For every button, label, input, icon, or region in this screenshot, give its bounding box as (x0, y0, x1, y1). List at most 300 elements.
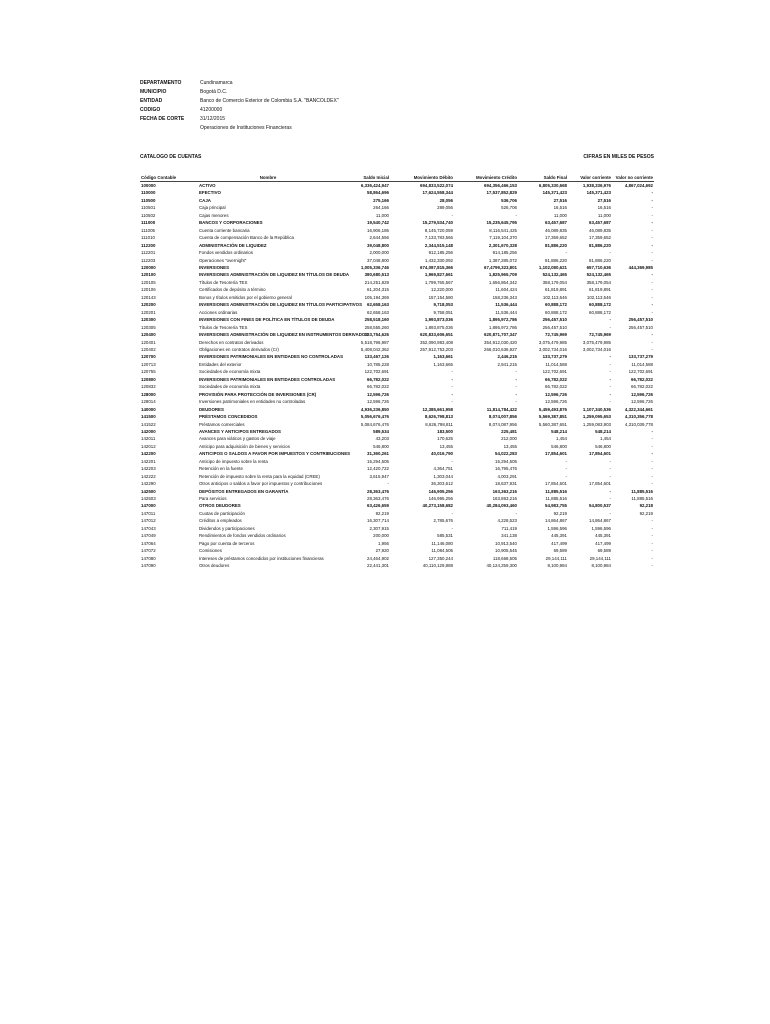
header-value: 31/12/2015 (200, 116, 226, 122)
account-name-cell: Cajas menores (199, 212, 229, 218)
table-row (140, 488, 654, 495)
current-value-cell: 61,819,891 (589, 287, 611, 293)
table-row (140, 562, 654, 569)
account-code-cell: 147049 (141, 533, 156, 539)
table-row (140, 368, 654, 375)
current-value-cell: 358,179,054 (586, 279, 611, 285)
header-label: DEPARTAMENTO (140, 80, 182, 86)
opening-balance-cell: 16,906,186 (367, 227, 389, 233)
header-value: Cundinamarca (200, 80, 233, 86)
header-value: Banco de Comercio Exterior de Colombia S.A. "BANCOLDEX" (200, 98, 339, 104)
closing-balance-cell: 256,457,510 (542, 324, 567, 330)
noncurrent-value-cell: - (651, 250, 653, 256)
current-value-cell: - (609, 361, 611, 367)
credit-movement-cell: 13,455 (503, 443, 517, 449)
closing-balance-cell: 546,800 (551, 443, 567, 449)
noncurrent-value-cell: 11,014,588 (631, 361, 653, 367)
header-label: FECHA DE CORTE (140, 116, 185, 122)
debit-movement-cell: 694,833,522,074 (420, 183, 453, 188)
opening-balance-cell: 28,363,476 (367, 488, 389, 494)
header-row (140, 124, 339, 133)
account-name-cell: Sociedades de economía mixta (199, 384, 261, 390)
account-name-cell: Bonos y títulos emitidos por el gobierno general (199, 294, 292, 300)
current-value-cell: - (609, 458, 611, 464)
closing-balance-cell: 12,596,726 (545, 399, 567, 405)
credit-movement-cell: 17,537,852,829 (486, 190, 517, 196)
debit-movement-cell: 257,912,753,203 (420, 346, 453, 352)
current-value-cell: 29,144,111 (589, 555, 611, 561)
opening-balance-cell: 258,555,260 (364, 324, 389, 330)
opening-balance-cell: 2,000,000 (369, 250, 389, 256)
noncurrent-value-cell: - (651, 451, 653, 457)
col-header-closing-balance: Saldo Final (518, 173, 568, 182)
account-name-cell: INVERSIONES (199, 264, 230, 270)
account-code-cell: 142201 (141, 458, 156, 464)
account-name-cell: Rendimientos de fondos vendidos ordinarios (199, 533, 286, 539)
current-value-cell: 1,596,596 (591, 525, 611, 531)
debit-movement-cell: 1,303,044 (433, 473, 453, 479)
current-value-cell: - (609, 376, 611, 382)
credit-movement-cell: 67,4799,323,801 (484, 264, 517, 270)
closing-balance-cell: 1,102,080,621 (538, 264, 567, 270)
table-header-row (140, 173, 654, 182)
opening-balance-cell: 6,336,424,947 (360, 183, 389, 188)
opening-balance-cell: 10,785,228 (367, 361, 389, 367)
credit-movement-cell: 711,419 (501, 525, 517, 531)
current-value-cell: - (609, 317, 611, 323)
noncurrent-value-cell: 122,702,691 (628, 369, 653, 375)
current-value-cell: 102,113,546 (586, 294, 611, 300)
account-code-cell: 142011 (141, 436, 156, 442)
closing-balance-cell: 17,854,601 (545, 451, 567, 457)
col-header-debit: Movimiento Débito (390, 173, 454, 182)
account-code-cell: 112203 (141, 257, 156, 263)
debit-movement-cell: 2,785,676 (433, 518, 453, 524)
opening-balance-cell: 19,540,742 (367, 220, 389, 226)
noncurrent-value-cell: 4,867,024,692 (624, 183, 653, 188)
account-name-cell: ACTIVO (199, 183, 216, 188)
debit-movement-cell: 11,146,080 (431, 540, 453, 546)
credit-movement-cell: 15,235,645,795 (486, 220, 517, 226)
debit-movement-cell: 183,500 (437, 428, 453, 434)
table-row (140, 495, 654, 502)
debit-movement-cell: 912,185,256 (428, 250, 453, 256)
current-value-cell: 546,800 (595, 443, 611, 449)
noncurrent-value-cell: - (651, 518, 653, 524)
debit-movement-cell: 1,432,330,092 (424, 257, 453, 263)
opening-balance-cell: 133,754,626 (364, 332, 389, 338)
account-name-cell: Acciones ordinarias (199, 309, 238, 315)
closing-balance-cell: 524,132,465 (542, 272, 567, 278)
noncurrent-value-cell: 11,885,516 (631, 488, 653, 494)
noncurrent-value-cell: 256,457,510 (628, 317, 653, 323)
account-name-cell: INVERSIONES PATRIMONIALES EN ENTIDADES NO CONTROLADAS (199, 354, 344, 360)
account-name-cell: INVERSIONES CON FINES DE POLÍTICA EN TÍTULOS DE DEUDA (199, 317, 335, 323)
account-code-cell: 111005 (141, 227, 155, 233)
closing-balance-cell: - (565, 250, 567, 256)
closing-balance-cell: 5,459,493,876 (538, 406, 567, 412)
noncurrent-value-cell: - (651, 205, 653, 211)
opening-balance-cell: 22,441,301 (367, 563, 389, 569)
credit-movement-cell: - (515, 384, 517, 390)
current-value-cell: 3,002,734,016 (582, 346, 611, 352)
opening-balance-cell: 24,464,902 (367, 555, 389, 561)
debit-movement-cell: - (451, 525, 453, 531)
noncurrent-value-cell: 4,310,039,778 (624, 421, 653, 427)
closing-balance-cell: 5,569,387,851 (538, 414, 567, 420)
opening-balance-cell: 12,596,726 (367, 399, 389, 405)
account-code-cell: 120401 (141, 339, 156, 345)
account-name-cell: ADMINISTRACIÓN DE LIQUIDEZ (199, 242, 267, 248)
current-value-cell: - (609, 473, 611, 479)
debit-movement-cell: 1,993,873,036 (424, 317, 453, 323)
noncurrent-value-cell: - (651, 540, 653, 546)
credit-movement-cell: 40,284,093,460 (486, 503, 517, 509)
debit-movement-cell: 674,087,815,366 (420, 264, 453, 270)
opening-balance-cell: 62,658,163 (367, 309, 389, 315)
current-value-cell: 16,516 (597, 205, 611, 211)
table-row (140, 309, 654, 316)
credit-movement-cell: 54,022,283 (495, 451, 517, 457)
credit-movement-cell: 2,446,215 (497, 354, 517, 360)
credit-movement-cell: 163,863,216 (492, 496, 517, 502)
col-header-current-value: Valor corriente (568, 173, 612, 182)
account-code-cell: 110501 (141, 205, 156, 211)
noncurrent-value-cell: - (651, 302, 653, 308)
current-value-cell: 657,710,636 (586, 264, 611, 270)
catalog-title: CATALOGO DE CUENTAS (140, 154, 202, 160)
debit-movement-cell: 1,163,665 (433, 361, 453, 367)
account-code-cell: 111010 (141, 235, 155, 241)
noncurrent-value-cell: - (651, 220, 653, 226)
debit-movement-cell: - (451, 510, 453, 516)
opening-balance-cell: 37,048,800 (367, 257, 389, 263)
account-name-cell: Cuenta de compensación Banco de la República (199, 235, 294, 241)
opening-balance-cell: 105,194,369 (364, 294, 389, 300)
closing-balance-cell: 122,702,691 (542, 369, 567, 375)
opening-balance-cell: - (387, 481, 389, 487)
opening-balance-cell: 11,000 (375, 212, 389, 218)
closing-balance-cell: 14,864,867 (545, 518, 567, 524)
debit-movement-cell: 9,758,051 (433, 309, 453, 315)
opening-balance-cell: 264,166 (373, 205, 389, 211)
account-name-cell: AVANCES Y ANTICIPOS ENTREGADOS (199, 428, 281, 434)
account-code-cell: 142290 (141, 481, 156, 487)
header-row (140, 79, 339, 88)
table-row (140, 525, 654, 532)
account-name-cell: Sociedades de economía mixta (199, 369, 261, 375)
account-code-cell: 120000 (141, 264, 156, 270)
account-code-cell: 147000 (141, 503, 156, 509)
debit-movement-cell: 7,133,783,566 (424, 235, 453, 241)
opening-balance-cell: 62,658,163 (367, 302, 389, 308)
credit-movement-cell: 11,604,424 (495, 287, 517, 293)
credit-movement-cell: 536,706 (501, 197, 517, 203)
debit-movement-cell: 28,056 (439, 197, 453, 203)
current-value-cell: 11,000 (597, 212, 611, 218)
current-value-cell: 1,259,083,903 (582, 421, 611, 427)
credit-movement-cell: 16,795,476 (495, 466, 517, 472)
noncurrent-value-cell: - (651, 533, 653, 539)
account-code-cell: 147090 (141, 563, 156, 569)
closing-balance-cell: 60,888,172 (545, 302, 567, 308)
account-name-cell: BANCOS Y CORPORACIONES (199, 220, 263, 226)
account-name-cell: Otros anticipos o saldos a favor por impuestos y contribuciones (199, 481, 323, 487)
table-row (140, 376, 654, 383)
debit-movement-cell: 15,279,534,740 (422, 220, 453, 226)
credit-movement-cell: - (515, 399, 517, 405)
noncurrent-value-cell: - (651, 481, 653, 487)
debit-movement-cell: 1,893,875,036 (424, 324, 453, 330)
closing-balance-cell: 256,457,510 (542, 317, 567, 323)
debit-movement-cell: - (451, 369, 453, 375)
closing-balance-cell: - (565, 458, 567, 464)
accounts-table (140, 173, 654, 570)
current-value-cell: 3,075,479,985 (582, 339, 611, 345)
account-code-cell: 147064 (141, 540, 156, 546)
noncurrent-value-cell: 256,457,510 (628, 324, 653, 330)
opening-balance-cell: 12,420,722 (367, 466, 389, 472)
account-code-cell: 120143 (141, 294, 156, 300)
closing-balance-cell: 17,854,601 (545, 481, 567, 487)
account-name-cell: Obligaciones en contratos derivados (Cr) (199, 346, 279, 352)
opening-balance-cell: 5,518,796,987 (360, 339, 389, 345)
account-code-cell: 120200 (141, 302, 156, 308)
current-value-cell: 69,589 (597, 548, 611, 554)
credit-movement-cell: 4,228,523 (497, 518, 517, 524)
table-row (140, 353, 654, 360)
table-row (140, 421, 654, 428)
table-row (140, 361, 654, 368)
table-row (140, 227, 654, 234)
account-code-cell: 147012 (141, 518, 156, 524)
opening-balance-cell: 589,534 (373, 428, 389, 434)
noncurrent-value-cell: 12,596,726 (631, 399, 653, 405)
credit-movement-cell: - (515, 391, 517, 397)
closing-balance-cell: 445,391 (551, 533, 567, 539)
header-row (140, 97, 339, 106)
table-row (140, 443, 654, 450)
col-header-code: Código Contable (140, 173, 198, 182)
account-name-cell: Caja principal (199, 205, 226, 211)
table-row (140, 339, 654, 346)
closing-balance-cell: 11,000 (553, 212, 567, 218)
closing-balance-cell: 54,983,755 (545, 503, 567, 509)
debit-movement-cell: 17,624,558,344 (422, 190, 453, 196)
closing-balance-cell: 69,589 (553, 548, 567, 554)
closing-balance-cell: 5,560,387,651 (538, 421, 567, 427)
opening-balance-cell: 16,307,714 (367, 518, 389, 524)
noncurrent-value-cell: - (651, 272, 653, 278)
credit-movement-cell: 2,301,670,328 (488, 242, 517, 248)
closing-balance-cell: 92,219 (553, 510, 567, 516)
account-code-cell: 147043 (141, 525, 156, 531)
debit-movement-cell: 8,626,798,811 (425, 421, 453, 427)
current-value-cell: 63,457,687 (589, 220, 611, 226)
table-row (140, 249, 654, 256)
debit-movement-cell: - (451, 212, 453, 218)
account-code-cell: 120755 (141, 369, 156, 375)
noncurrent-value-cell: - (651, 458, 653, 464)
closing-balance-cell: 17,359,652 (545, 235, 567, 241)
opening-balance-cell: 2,644,556 (369, 235, 389, 241)
account-code-cell: 142203 (141, 466, 156, 472)
credit-movement-cell: 158,236,343 (492, 294, 517, 300)
debit-movement-cell: 146,905,256 (428, 488, 453, 494)
account-name-cell: Cuenta corriente bancaria (199, 227, 250, 233)
noncurrent-value-cell: 444,369,985 (628, 264, 653, 270)
debit-movement-cell: 9,718,053 (433, 302, 453, 308)
credit-movement-cell: 620,871,707,347 (484, 332, 517, 338)
debit-movement-cell: 352,090,983,408 (420, 339, 453, 345)
closing-balance-cell: 81,886,220 (545, 257, 567, 263)
credit-movement-cell: 694,356,466,153 (484, 183, 517, 188)
credit-movement-cell: 341,138 (501, 533, 517, 539)
table-row (140, 555, 654, 562)
account-name-cell: Retención en la fuente (199, 466, 243, 472)
account-name-cell: INVERSIONES ADMINISTRACIÓN DE LIQUIDEZ EN INSTRUMENTOS DERIVADOS (199, 332, 369, 338)
table-row (140, 346, 654, 353)
debit-movement-cell: 1,799,765,567 (424, 279, 453, 285)
noncurrent-value-cell: - (651, 294, 653, 300)
account-name-cell: ANTICIPOS O SALDOS A FAVOR POR IMPUESTOS Y CONTRIBUCIONES (199, 451, 351, 457)
debit-movement-cell: 585,531 (437, 533, 453, 539)
table-row (140, 294, 654, 301)
closing-balance-cell: 3,075,479,985 (538, 339, 567, 345)
closing-balance-cell: 102,113,546 (542, 294, 567, 300)
credit-movement-cell: 8,074,087,956 (488, 421, 517, 427)
current-value-cell: 60,888,172 (589, 302, 611, 308)
current-value-cell: 1,938,336,976 (582, 183, 611, 188)
opening-balance-cell: 66,782,022 (367, 376, 389, 382)
account-name-cell: Comisiones (199, 548, 222, 554)
credit-movement-cell: 225,481 (501, 428, 517, 434)
debit-movement-cell: 1,969,827,661 (424, 272, 453, 278)
header-label: ENTIDAD (140, 98, 163, 104)
closing-balance-cell: 60,888,172 (545, 309, 567, 315)
opening-balance-cell: 12,596,726 (367, 391, 389, 397)
table-row (140, 532, 654, 539)
noncurrent-value-cell: - (651, 555, 653, 561)
account-code-cell: 120105 (141, 279, 156, 285)
credit-movement-cell: 1,656,864,342 (488, 279, 517, 285)
account-code-cell: 120700 (141, 354, 156, 360)
header-value: Bogotá D.C. (200, 89, 228, 95)
opening-balance-cell: 4,936,236,850 (360, 406, 389, 412)
account-name-cell: Pago por cuenta de terceros (199, 540, 255, 546)
current-value-cell: - (609, 488, 611, 494)
closing-balance-cell: 81,886,220 (545, 242, 567, 248)
account-code-cell: 147011 (141, 510, 156, 516)
opening-balance-cell: 5,056,676,476 (360, 414, 389, 420)
debit-movement-cell: 40,016,790 (431, 451, 453, 457)
account-code-cell: 110502 (141, 212, 156, 218)
table-row (140, 413, 654, 420)
header-row (140, 106, 339, 115)
account-code-cell: 141522 (141, 421, 156, 427)
table-row (140, 286, 654, 293)
account-name-cell: DEUDORES (199, 406, 224, 412)
debit-movement-cell: 40,273,158,682 (422, 503, 453, 509)
header-row (140, 115, 339, 124)
account-name-cell: Anticipo de impuesto sobre la renta (199, 458, 268, 464)
table-row (140, 547, 654, 554)
noncurrent-value-cell: - (651, 279, 653, 285)
opening-balance-cell: 66,782,022 (367, 384, 389, 390)
credit-movement-cell: - (515, 369, 517, 375)
units-note: CIFRAS EN MILES DE PESOS (583, 154, 654, 160)
credit-movement-cell: 40,124,259,300 (486, 563, 517, 569)
debit-movement-cell: 8,145,720,059 (424, 227, 453, 233)
account-name-cell: Retención de impuesto sobre la renta para la equidad (CREE) (199, 473, 320, 479)
current-value-cell: 145,371,423 (586, 190, 611, 196)
debit-movement-cell: 289,056 (437, 205, 453, 211)
account-code-cell: 111000 (141, 220, 156, 226)
debit-movement-cell: 146,995,256 (428, 496, 453, 502)
noncurrent-value-cell: - (651, 548, 653, 554)
closing-balance-cell: - (565, 466, 567, 472)
header-label (140, 124, 200, 133)
account-code-cell: 110500 (141, 197, 156, 203)
current-value-cell: - (609, 391, 611, 397)
current-value-cell: - (609, 510, 611, 516)
opening-balance-cell: 3,615,947 (369, 473, 389, 479)
current-value-cell: 81,886,220 (589, 257, 611, 263)
closing-balance-cell: 66,782,022 (545, 384, 567, 390)
account-code-cell: 100000 (141, 183, 156, 188)
closing-balance-cell: 66,782,022 (545, 376, 567, 382)
opening-balance-cell: 63,426,659 (367, 503, 389, 509)
current-value-cell: 548,214 (595, 428, 611, 434)
account-code-cell: 120300 (141, 317, 156, 323)
closing-balance-cell: 61,819,891 (545, 287, 567, 293)
table-row (140, 257, 654, 264)
noncurrent-value-cell: 92,218 (639, 503, 653, 509)
current-value-cell: 524,132,465 (586, 272, 611, 278)
current-value-cell: - (609, 399, 611, 405)
noncurrent-value-cell: - (651, 339, 653, 345)
credit-movement-cell: 118,668,505 (492, 555, 517, 561)
credit-movement-cell: 10,913,540 (495, 540, 517, 546)
current-value-cell: 1,259,095,653 (582, 414, 611, 420)
noncurrent-value-cell: - (651, 287, 653, 293)
credit-movement-cell: 8,116,541,425 (489, 227, 517, 233)
credit-movement-cell: 7,119,104,370 (489, 235, 517, 241)
account-code-cell: 110000 (141, 190, 156, 196)
noncurrent-value-cell: 66,782,022 (631, 384, 653, 390)
credit-movement-cell: 914,185,256 (492, 250, 517, 256)
closing-balance-cell: 11,885,516 (545, 488, 567, 494)
current-value-cell: 1,454 (600, 436, 611, 442)
account-code-cell: 120713 (141, 361, 156, 367)
col-header-noncurrent-value: Valor no corriente (612, 173, 654, 182)
credit-movement-cell: - (515, 376, 517, 382)
current-value-cell: 72,745,969 (589, 332, 611, 338)
opening-balance-cell: 214,251,829 (364, 279, 389, 285)
account-code-cell: 128000 (141, 391, 156, 397)
debit-movement-cell: 4,364,751 (433, 466, 453, 472)
opening-balance-cell: 39,048,800 (367, 242, 389, 248)
current-value-cell: 54,800,537 (589, 503, 611, 509)
closing-balance-cell: 3,002,734,016 (538, 346, 567, 352)
credit-movement-cell: 212,000 (501, 436, 517, 442)
closing-balance-cell: 1,596,596 (547, 525, 567, 531)
header-row (140, 88, 339, 97)
opening-balance-cell: 275,166 (373, 197, 389, 203)
account-code-cell: 142200 (141, 451, 156, 457)
account-code-cell: 142222 (141, 473, 156, 479)
closing-balance-cell: 72,745,969 (545, 332, 567, 338)
